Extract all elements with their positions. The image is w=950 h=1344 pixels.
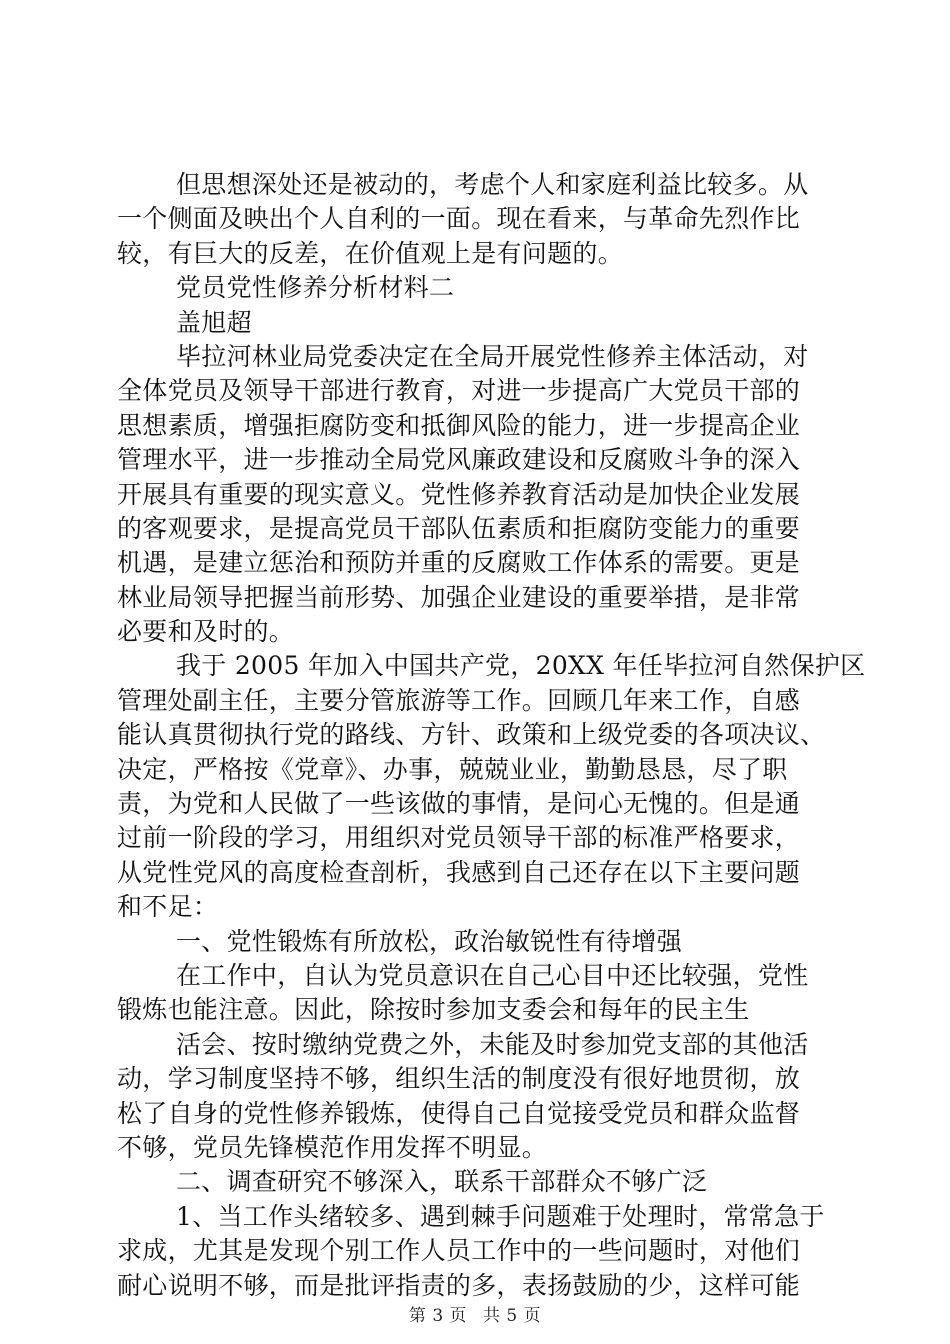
text-line: 我于 2005 年加入中国共产党，20XX 年任毕拉河自然保护区 [176, 651, 866, 681]
text-line: 在工作中，自认为党员意识在自己心目中还比较强，党性 [176, 960, 809, 990]
page-total: 共 5 页 [482, 1306, 542, 1326]
text-line: 管理水平，进一步推动全局党风廉政建设和反腐败斗争的深入 [117, 445, 801, 475]
text-line: 机遇，是建立惩治和预防并重的反腐败工作体系的需要。更是 [117, 548, 801, 578]
text-line: 活会、按时缴纳党费之外，未能及时参加党支部的其他活 [176, 1029, 809, 1059]
document-body [117, 168, 866, 1303]
page-footer [0, 1301, 950, 1326]
page-number: 第 3 页 [408, 1306, 468, 1326]
text-line: 思想素质，增强拒腐防变和抵御风险的能力，进一步提高企业 [117, 410, 801, 440]
text-line: 责，为党和人民做了一些该做的事情，是问心无愧的。但是通 [117, 789, 801, 819]
text-line: 和不足： [117, 892, 219, 922]
text-line: 耐心说明不够，而是批评指责的多，表扬鼓励的少，这样可能 [117, 1270, 801, 1300]
text-line: 能认真贯彻执行党的路线、方针、政策和上级党委的各项决议、 [117, 720, 826, 750]
text-line: 开展具有重要的现实意义。党性修养教育活动是加快企业发展 [117, 479, 801, 509]
text-line: 过前一阶段的学习，用组织对党员领导干部的标准严格要求， [117, 823, 801, 853]
text-line: 一个侧面及映出个人自利的一面。现在看来，与革命先烈作比 [117, 204, 801, 234]
text-line: 1、当工作头绪较多、遇到棘手问题难于处理时，常常急于 [176, 1201, 825, 1231]
text-line: 锻炼也能注意。因此，除按时参加支委会和每年的民主生 [117, 995, 750, 1025]
text-line: 管理处副主任，主要分管旅游等工作。回顾几年来工作，自感 [117, 685, 801, 715]
text-line: 不够，党员先锋模范作用发挥不明显。 [117, 1132, 548, 1162]
text-line: 动，学习制度坚持不够，组织生活的制度没有很好地贯彻，放 [117, 1064, 801, 1094]
text-line: 决定，严格按《党章》、办事，兢兢业业，勤勤恳恳，尽了职 [117, 754, 788, 784]
text-line: 党员党性修养分析材料二 [176, 273, 455, 303]
text-line: 林业局领导把握当前形势、加强企业建设的重要举措，是非常 [117, 582, 801, 612]
text-line: 的客观要求，是提高党员干部队伍素质和拒腐防变能力的重要 [117, 513, 801, 543]
text-line: 松了自身的党性修养锻炼，使得自己自觉接受党员和群众监督 [117, 1098, 801, 1128]
text-line: 全体党员及领导干部进行教育，对进一步提高广大党员干部的 [117, 376, 801, 406]
text-line: 毕拉河林业局党委决定在全局开展党性修养主体活动，对 [176, 341, 809, 371]
text-line: 较，有巨大的反差，在价值观上是有问题的。 [117, 238, 624, 268]
text-line: 二、调查研究不够深入，联系干部群众不够广泛 [176, 1167, 708, 1197]
text-line: 盖旭超 [176, 307, 252, 337]
text-line: 一、党性锻炼有所放松，政治敏锐性有待增强 [176, 926, 683, 956]
text-line: 必要和及时的。 [117, 617, 295, 647]
text-line: 从党性党风的高度检查剖析，我感到自己还存在以下主要问题 [117, 857, 801, 887]
text-line: 求成，尤其是发现个别工作人员工作中的一些问题时，对他们 [117, 1236, 801, 1266]
text-line: 但思想深处还是被动的，考虑个人和家庭利益比较多。从 [176, 170, 809, 199]
